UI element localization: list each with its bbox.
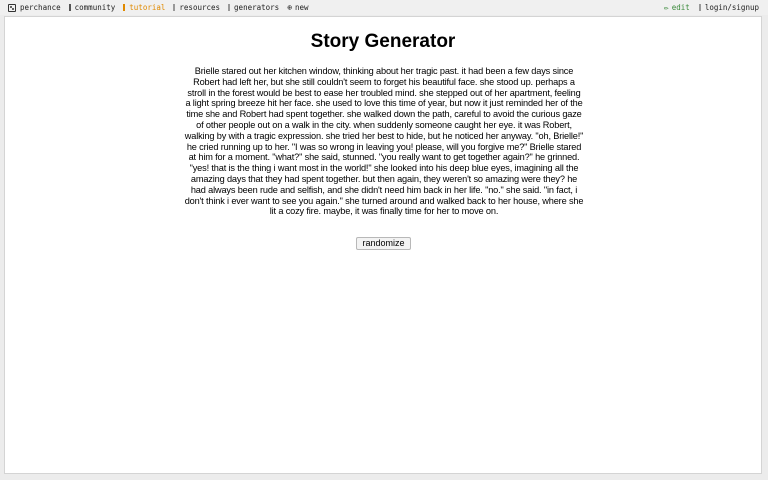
pencil-icon: ✏ xyxy=(663,3,669,12)
nav-login-label: login/signup xyxy=(704,3,759,12)
bar-icon xyxy=(699,4,701,11)
bar-icon xyxy=(228,4,230,11)
bar-icon xyxy=(123,4,125,11)
nav-left-group xyxy=(8,0,317,15)
bar-icon xyxy=(173,4,175,11)
plus-circle-icon: ⊕ xyxy=(287,3,293,12)
randomize-button[interactable]: randomize xyxy=(356,237,411,250)
nav-community-label: community xyxy=(74,3,116,12)
dice-icon xyxy=(8,4,16,12)
nav-community[interactable] xyxy=(69,0,116,15)
nav-new[interactable] xyxy=(287,0,308,15)
nav-login-signup[interactable] xyxy=(699,0,759,15)
nav-tutorial-label: tutorial xyxy=(129,3,166,12)
nav-resources-label: resources xyxy=(179,3,221,12)
page-title: Story Generator xyxy=(310,31,456,52)
nav-tutorial[interactable] xyxy=(123,0,165,15)
nav-perchance-label: perchance xyxy=(20,3,61,12)
nav-edit[interactable] xyxy=(664,0,690,15)
nav-generators-label: generators xyxy=(234,3,280,12)
nav-resources[interactable] xyxy=(173,0,220,15)
nav-new-label: new xyxy=(295,3,309,12)
nav-perchance[interactable] xyxy=(8,0,61,15)
story-text: Brielle stared out her kitchen window, thinking about her tragic past. it had been a few days since Robert had left her, but she still couldn't seem to forget his beautiful face. she stood up. perhaps a stroll in the forest would be best to ease her troubled mind. she stepped out of her apartment, feeling a light spring breeze hit her face. she used to love this time of year, but now it just reminded her of the time she and Robert had spent together. she walked down the path, careful to avoid the curious gaze of other people out on a walk in the city. when suddenly someone caught her eye. it was Robert, walking by with a tragic expression. she tried her best to hide, but he noticed her anyway. "oh, Brielle!" he cried running up to her. "I was so wrong in leaving you! please, will you forgive me?" Brielle stared at him for a moment. "what?" she said, stunned. "you really want to get together again?" he grinned. "yes! that is the thing i want most in the world!" she looked into his deep blue eyes, imagining all the amazing days that they had spent together. but then again, they weren't so amazing were they? he had always been rude and selfish, and she didn't need him back in her life. "no." she said. "in fact, i don't think i ever want to see you again." she turned around and walked back to her house, where she lit a cozy fire. maybe, it was finally time for her to move on. xyxy=(184,66,584,217)
nav-edit-label: edit xyxy=(671,3,690,12)
nav-right-group xyxy=(655,0,759,15)
nav-generators[interactable] xyxy=(228,0,279,15)
bar-icon xyxy=(69,4,71,11)
top-nav-bar xyxy=(0,0,768,15)
generator-output-panel xyxy=(4,16,762,474)
